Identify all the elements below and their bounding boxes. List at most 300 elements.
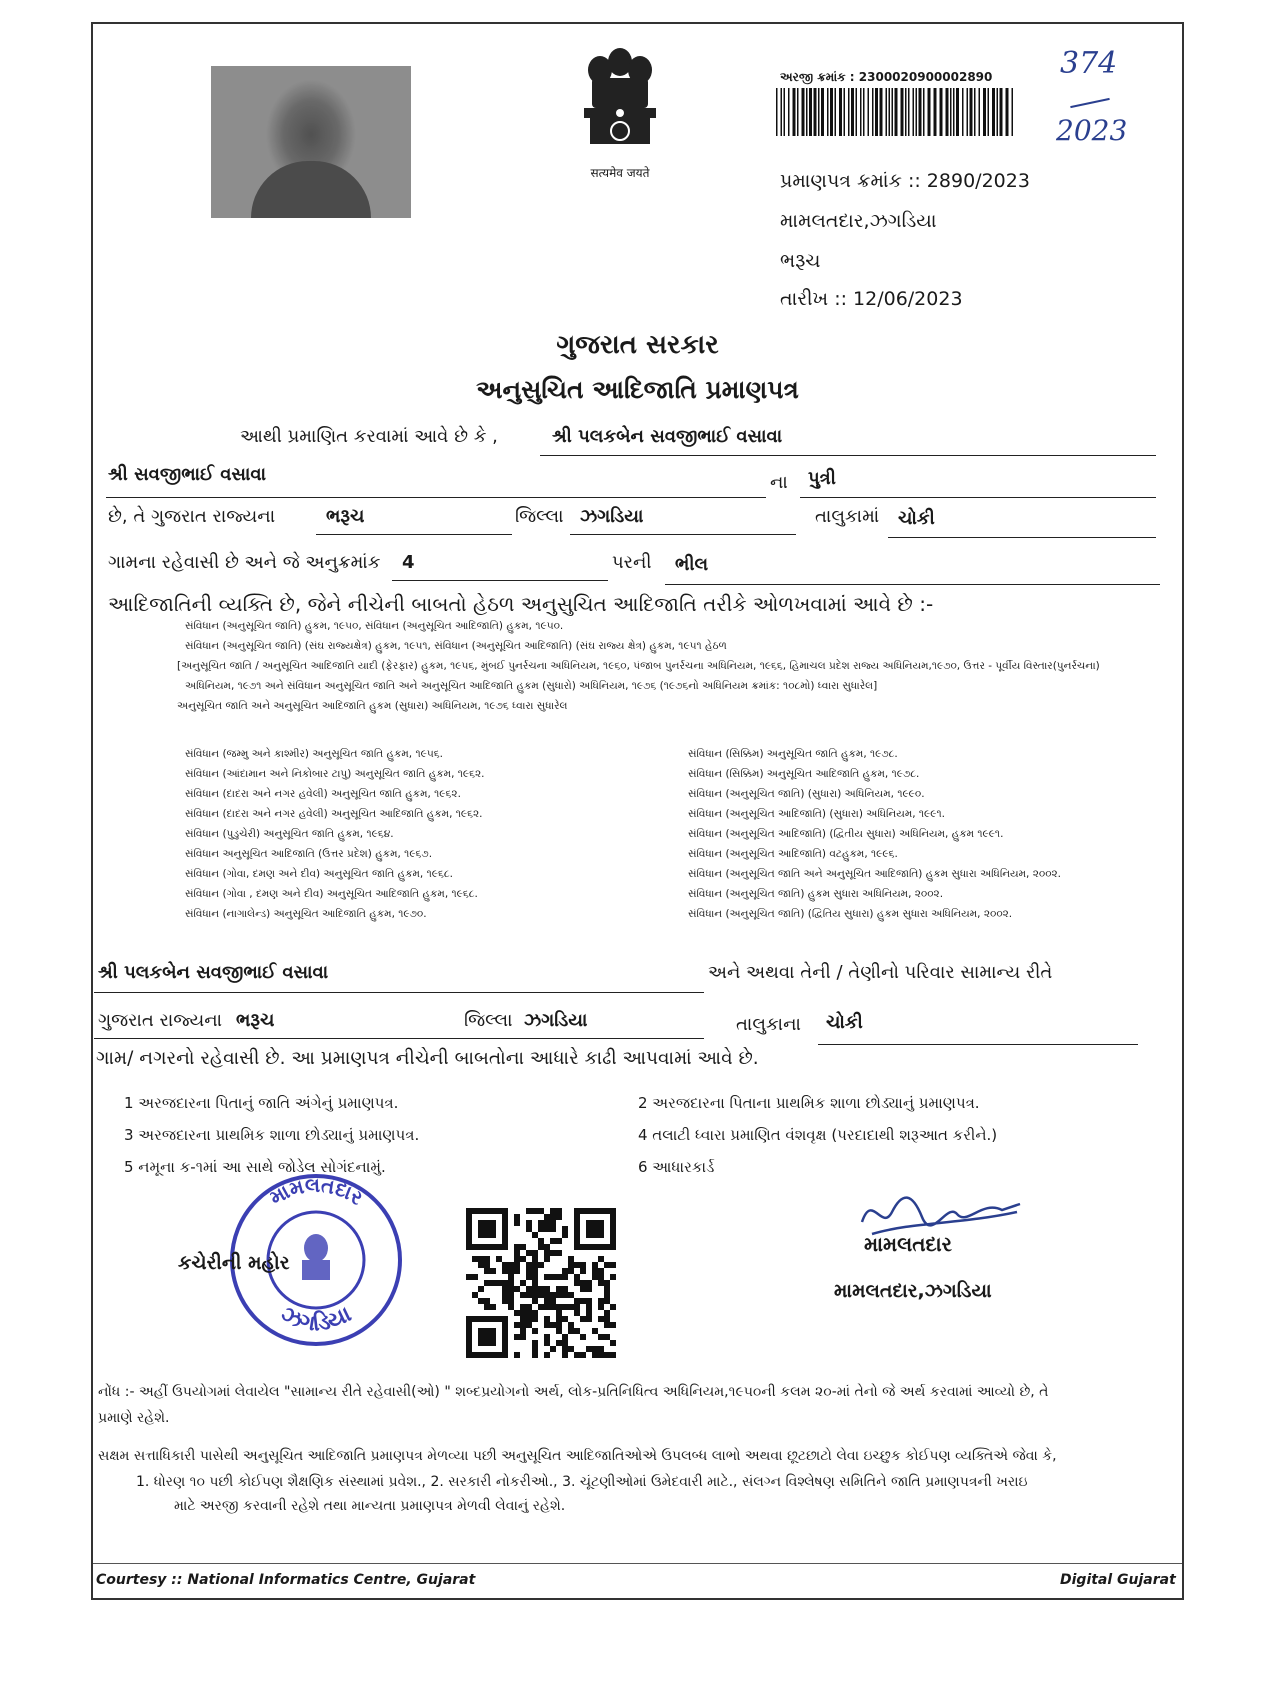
barcode-bar	[793, 88, 796, 136]
qr-module	[586, 1298, 592, 1304]
qr-module	[604, 1322, 610, 1328]
barcode-bar	[916, 88, 918, 136]
barcode-bar	[908, 88, 910, 136]
qr-module	[544, 1244, 550, 1250]
qr-module	[520, 1280, 526, 1286]
qr-module	[550, 1208, 556, 1214]
order-line: સંવિધાન (અનુસૂચિત જાતિ) (દ્વિતિય સુધારા) હુકમ સુધારા અધિનિયમ, ૨૦૦૨.	[688, 908, 1013, 920]
qr-module	[490, 1304, 496, 1310]
qr-module	[556, 1274, 562, 1280]
qr-module	[514, 1322, 520, 1328]
qr-module	[526, 1322, 532, 1328]
signatory-title: મામલતદાર	[864, 1232, 952, 1256]
qr-module	[520, 1334, 526, 1340]
qr-module	[592, 1262, 598, 1268]
qr-finder	[478, 1328, 496, 1346]
barcode-bar	[992, 88, 995, 136]
qr-module	[568, 1292, 574, 1298]
qr-module	[514, 1310, 520, 1316]
qr-module	[550, 1220, 556, 1226]
qr-module	[496, 1256, 502, 1262]
qr-module	[544, 1322, 550, 1328]
qr-module	[610, 1352, 616, 1358]
barcode-bar	[962, 88, 964, 136]
qr-module	[574, 1262, 580, 1268]
order-line: સંવિધાન (દાદરા અને નગર હવેલી) અનુસૂચિત જાતિ હુકમ, ૧૯૬૨.	[185, 788, 461, 800]
barcode-bar	[788, 88, 790, 136]
qr-module	[550, 1346, 556, 1352]
certify-text: આથી પ્રમાણિત કરવામાં આવે છે કે ,	[240, 426, 498, 447]
qr-module	[610, 1322, 616, 1328]
note-2: સક્ષમ સત્તાધિકારી પાસેથી અનુસૂચિત આદિજાતિ પ્રમાણપત્ર મેળવ્યા પછી અનુસૂચિત આદિજાતિઓએ ઉપલબ્ધ લાભો અથવા છૂટછાટો લેવા ઇચ્છુક કોઈપણ વ્યક્તિએ જેવા કે,	[98, 1448, 1057, 1464]
qr-module	[592, 1328, 598, 1334]
district-label-2: જિલ્લા	[464, 1010, 513, 1031]
qr-module	[562, 1232, 568, 1238]
barcode-bar	[818, 88, 820, 136]
qr-module	[484, 1298, 490, 1304]
order-line: [અનુસૂચિત જાતિ / અનુસૂચિત આદિજાતિ યાદી (ફેરફાર) હુકમ, ૧૯૫૬, મુંબઈ પુનર્રચના અધિનિયમ, ૧૯૬૦, પંજાબ પુનર્રચના અધિનિયમ, ૧૯૬૬, હિમાચલ પ્રદેશ રાજ્ય અધિનિયમ,૧૯૭૦, ઉત્તર - પૂર્વીય વિસ્તાર(પુનર્રચના)	[177, 660, 1100, 672]
qr-module	[544, 1286, 550, 1292]
qr-module	[544, 1298, 550, 1304]
barcode-bar	[830, 88, 833, 136]
barcode-bar	[997, 88, 999, 136]
barcode-bar	[802, 88, 805, 136]
qr-module	[544, 1352, 550, 1358]
state-text: છે, તે ગુજરાત રાજ્યના	[108, 506, 276, 527]
qr-module	[544, 1226, 550, 1232]
basis-item-4: 4 તલાટી ધ્વારા પ્રમાણિત વંશવૃક્ષ (પરદાદાથી શરૂઆત કરીને.)	[638, 1126, 998, 1144]
barcode-bar	[940, 88, 943, 136]
qr-module	[562, 1304, 568, 1310]
qr-module	[580, 1352, 586, 1358]
barcode-bar	[886, 88, 888, 136]
qr-module	[568, 1322, 574, 1328]
qr-module	[532, 1232, 538, 1238]
qr-module	[604, 1280, 610, 1286]
qr-module	[604, 1316, 610, 1322]
order-line: સંવિધાન (અનુસૂચિત આદિજાતિ) (દ્વિતીય સુધારા) અધિનિયમ, હુકમ ૧૯૯૧.	[688, 828, 1004, 840]
qr-module	[544, 1214, 550, 1220]
svg-text:મામલતદાર	[265, 1173, 368, 1210]
qr-module	[598, 1280, 604, 1286]
certificate-number-label: પ્રમાણપત્ર ક્રમાંક	[780, 170, 902, 192]
qr-module	[580, 1262, 586, 1268]
footer-credit: Courtesy :: National Informatics Centre, Gujarat	[96, 1572, 476, 1588]
barcode-bar	[827, 88, 829, 136]
qr-module	[562, 1292, 568, 1298]
qr-module	[544, 1220, 550, 1226]
qr-module	[502, 1292, 508, 1298]
certificate-title: અનુસુચિત આદિજાતિ પ્રમાણપત્ર	[476, 375, 799, 404]
barcode-bar	[901, 88, 904, 136]
qr-module	[580, 1334, 586, 1340]
qr-module	[532, 1262, 538, 1268]
barcode-bar	[844, 88, 846, 136]
barcode-bar	[913, 88, 915, 136]
qr-module	[484, 1268, 490, 1274]
qr-module	[598, 1268, 604, 1274]
barcode-bar	[1000, 88, 1003, 136]
barcode-bar	[868, 88, 870, 136]
barcode-bar	[923, 88, 925, 136]
relation: પુત્રી	[808, 468, 836, 489]
qr-module	[538, 1220, 544, 1226]
qr-module	[508, 1292, 514, 1298]
qr-module	[538, 1286, 544, 1292]
barcode-bar	[797, 88, 799, 136]
qr-module	[610, 1340, 616, 1346]
qr-module	[568, 1346, 574, 1352]
order-line: સંવિધાન (નાગાલેન્ડ) અનુસૂચિત આદિજાતિ હુકમ, ૧૯૭૦.	[185, 908, 427, 920]
qr-module	[526, 1304, 532, 1310]
taluka-value: ઝગડિયા	[580, 506, 644, 527]
qr-finder	[478, 1220, 496, 1238]
emblem-caption: सत्यमेव जयते	[590, 166, 650, 180]
basis-item-3: 3 અરજદારના પ્રાથમિક શાળા છોડ્યાનું પ્રમાણપત્ર.	[124, 1126, 420, 1144]
qr-module	[592, 1352, 598, 1358]
qr-module	[568, 1304, 574, 1310]
qr-module	[574, 1280, 580, 1286]
qr-module	[556, 1328, 562, 1334]
order-line: સંવિધાન (અનુસૂચિત જાતિ અને અનુસૂચિત આદિજાતિ) હુકમ સુધારા અધિનિયમ, ૨૦૦૨.	[688, 868, 1062, 880]
qr-module	[520, 1256, 526, 1262]
qr-module	[526, 1250, 532, 1256]
taluka-value-2: ઝગડિયા	[524, 1010, 588, 1031]
qr-module	[604, 1310, 610, 1316]
qr-module	[610, 1274, 616, 1280]
qr-module	[502, 1280, 508, 1286]
qr-module	[502, 1286, 508, 1292]
barcode-bar	[956, 88, 959, 136]
qr-module	[604, 1286, 610, 1292]
qr-module	[556, 1322, 562, 1328]
applicant-name: શ્રી પલકબેન સવજીભાઈ વસાવા	[552, 426, 783, 447]
qr-module	[562, 1316, 568, 1322]
orders-block	[177, 616, 1100, 716]
seal-ring-bottom: ઝગડિયા	[276, 1301, 356, 1337]
qr-module	[502, 1298, 508, 1304]
qr-module	[532, 1256, 538, 1262]
qr-module	[514, 1286, 520, 1292]
barcode-bar	[784, 88, 786, 136]
qr-code	[466, 1208, 616, 1358]
qr-module	[526, 1208, 532, 1214]
qr-module	[532, 1250, 538, 1256]
qr-module	[544, 1340, 550, 1346]
village-value: ચોકી	[898, 508, 935, 529]
qr-module	[532, 1352, 538, 1358]
barcode-bar	[988, 88, 990, 136]
qr-module	[574, 1274, 580, 1280]
qr-module	[580, 1280, 586, 1286]
qr-module	[514, 1262, 520, 1268]
qr-module	[586, 1316, 592, 1322]
qr-module	[556, 1340, 562, 1346]
issue-date-label: તારીખ	[780, 288, 829, 310]
qr-module	[550, 1214, 556, 1220]
qr-module	[556, 1214, 562, 1220]
issue-date	[780, 288, 963, 310]
qr-module	[532, 1208, 538, 1214]
qr-module	[520, 1328, 526, 1334]
barcode-bar	[970, 88, 973, 136]
qr-module	[574, 1352, 580, 1358]
qr-module	[604, 1298, 610, 1304]
qr-module	[520, 1292, 526, 1298]
qr-module	[544, 1334, 550, 1340]
qr-module	[538, 1304, 544, 1310]
qr-module	[562, 1334, 568, 1340]
barcode-bar	[860, 88, 862, 136]
qr-module	[556, 1292, 562, 1298]
barcode-bar	[839, 88, 842, 136]
qr-module	[526, 1262, 532, 1268]
footer-brand: Digital Gujarat	[1060, 1572, 1176, 1588]
qr-module	[580, 1268, 586, 1274]
state-label-2: ગુજરાત રાજ્યના	[98, 1010, 223, 1031]
qr-module	[598, 1346, 604, 1352]
order-line: સંવિધાન (જમ્મુ અને કાશ્મીર) અનુસૂચિત જાતિ હુકમ, ૧૯૫૬.	[185, 748, 443, 760]
order-line: સંવિધાન (સિક્કિમ) અનુસૂચિત જાતિ હુકમ, ૧૯૭૮.	[688, 748, 898, 760]
qr-module	[508, 1298, 514, 1304]
qr-finder	[586, 1220, 604, 1238]
barcode-bar	[928, 88, 931, 136]
note-1: નોંધ :- અહીં ઉપયોગમાં લેવાયેલ "સામાન્ય રીતે રહેવાસી(ઓ) " શબ્દપ્રયોગનો અર્થ, લોક-પ્રતિનિધિત્વ અધિનિયમ,૧૯૫૦ની કલમ ૨૦-માં તેનો જે અર્થ કરવામાં આવ્યો છે, તે	[98, 1384, 1049, 1400]
district-value: ભરૂચ	[326, 506, 365, 527]
qr-module	[550, 1274, 556, 1280]
qr-module	[550, 1304, 556, 1310]
qr-module	[550, 1292, 556, 1298]
qr-module	[466, 1274, 472, 1280]
qr-module	[562, 1340, 568, 1346]
barcode-bar	[806, 88, 808, 136]
serial-number: 4	[402, 552, 415, 573]
qr-module	[568, 1268, 574, 1274]
qr-module	[478, 1256, 484, 1262]
qr-module	[472, 1256, 478, 1262]
qr-module	[598, 1304, 604, 1310]
barcode-bar	[895, 88, 898, 136]
qr-module	[598, 1274, 604, 1280]
qr-module	[514, 1250, 520, 1256]
order-line: સંવિધાન (દાદરા અને નગર હવેલી) અનુસૂચિત આદિજાતિ હુકમ, ૧૯૬૨.	[185, 808, 483, 820]
qr-module	[526, 1292, 532, 1298]
qr-module	[502, 1262, 508, 1268]
qr-module	[514, 1214, 520, 1220]
qr-module	[568, 1328, 574, 1334]
barcode-bar	[889, 88, 891, 136]
basis-item-1: 1 અરજદારના પિતાનું જાતિ અંગેનું પ્રમાણપત્ર.	[124, 1094, 399, 1112]
qr-module	[574, 1304, 580, 1310]
order-line: સંવિધાન (આંદામાન અને નિકોબાર ટાપુ) અનુસૂચિત જાતિ હુકમ, ૧૯૬૨.	[185, 768, 485, 780]
taluka-label: તાલુકામાં	[815, 506, 880, 527]
issue-date-value: :: 12/06/2023	[834, 288, 963, 310]
qr-module	[556, 1250, 562, 1256]
qr-module	[514, 1334, 520, 1340]
qr-module	[532, 1310, 538, 1316]
barcode-bar	[905, 88, 907, 136]
qr-module	[550, 1298, 556, 1304]
qr-module	[604, 1334, 610, 1340]
district-value-2: ભરૂચ	[236, 1010, 275, 1031]
national-emblem-icon	[570, 44, 670, 162]
qr-module	[580, 1298, 586, 1304]
qr-module	[472, 1292, 478, 1298]
order-line: સંવિધાન અનુસૂચિત આદિજાતિ (ઉત્તર પ્રદેશ) હુકમ, ૧૯૬૭.	[185, 848, 433, 860]
qr-module	[484, 1262, 490, 1268]
qr-module	[574, 1298, 580, 1304]
qr-module	[568, 1256, 574, 1262]
certificate-number	[780, 170, 1030, 192]
note-2-cont: માટે અરજી કરવાની રહેશે તથા માન્યતા પ્રમાણપત્ર મેળવી લેવાનું રહેશે.	[174, 1498, 566, 1514]
district-label: જિલ્લા	[515, 506, 564, 527]
qr-module	[544, 1292, 550, 1298]
qr-module	[598, 1316, 604, 1322]
note-2-list: 1. ધોરણ ૧૦ પછી કોઈપણ શૈક્ષણિક સંસ્થામાં પ્રવેશ., 2. સરકારી નોકરીઓ., 3. ચૂંટણીઓમાં ઉમેદવારી માટે., સંલગ્ન વિશ્લેષણ સમિતિને જાતિ પ્રમાણપત્રની ખરાઇ	[136, 1474, 1028, 1490]
order-line: સંવિધાન (અનુસૂચિત આદિજાતિ) (સુધારા) અધિનિયમ, ૧૯૯૧.	[688, 808, 945, 820]
qr-module	[532, 1328, 538, 1334]
qr-module	[484, 1304, 490, 1310]
orders-right-column	[688, 744, 1061, 924]
order-line: સંવિધાન (સિક્કિમ) અનુસૂચિત આદિજાતિ હુકમ, ૧૯૭૮.	[688, 768, 920, 780]
qr-module	[610, 1304, 616, 1310]
qr-module	[586, 1304, 592, 1310]
certificate-number-value: :: 2890/2023	[907, 170, 1030, 192]
barcode-bar	[848, 88, 850, 136]
qr-module	[544, 1316, 550, 1322]
qr-module	[478, 1262, 484, 1268]
qr-module	[574, 1310, 580, 1316]
qr-module	[598, 1256, 604, 1262]
qr-module	[538, 1292, 544, 1298]
order-line: સંવિધાન (અનુસૂચિત જાતિ) હુકમ સુધારા અધિનિયમ, ૨૦૦૨.	[688, 888, 944, 900]
qr-module	[520, 1316, 526, 1322]
qr-module	[574, 1328, 580, 1334]
qr-module	[532, 1286, 538, 1292]
barcode-bar	[863, 88, 865, 136]
qr-module	[526, 1316, 532, 1322]
par-label: પરની	[612, 552, 652, 573]
barcode-bar	[950, 88, 952, 136]
qr-module	[586, 1346, 592, 1352]
qr-module	[526, 1286, 532, 1292]
barcode-bar	[1006, 88, 1009, 136]
note-1-cont: પ્રમાણે રહેશે.	[98, 1410, 170, 1426]
order-line: સંવિધાન (અનુસૂચિત જાતિ) (સંઘ રાજ્યક્ષેત્ર) હુકમ, ૧૯૫૧, સંવિધાન (અનુસૂચિત આદિજાતિ) (સંઘ રાજ્ય ક્ષેત્ર) હુકમ, ૧૯૫૧ હેઠળ	[185, 640, 727, 652]
qr-module	[532, 1292, 538, 1298]
qr-module	[604, 1292, 610, 1298]
qr-module	[556, 1304, 562, 1310]
qr-module	[526, 1226, 532, 1232]
order-line: સંવિધાન (પુડુચેરી) અનુસૂચિત જાતિ હુકમ, ૧૯૬૪.	[185, 828, 394, 840]
barcode-bar	[872, 88, 874, 136]
qr-module	[550, 1250, 556, 1256]
qr-module	[508, 1304, 514, 1310]
barcode-bar	[875, 88, 878, 136]
signatory-office: મામલતદાર,ઝગડિયા	[834, 1280, 992, 1302]
handwritten-year: 2023	[1056, 114, 1128, 147]
qr-module	[592, 1346, 598, 1352]
qr-module	[556, 1310, 562, 1316]
qr-module	[544, 1250, 550, 1256]
resident-text: ગામના રહેવાસી છે અને જે અનુક્રમાંક	[108, 552, 381, 573]
qr-module	[592, 1268, 598, 1274]
qr-module	[514, 1352, 520, 1358]
qr-module	[562, 1268, 568, 1274]
basis-item-6: 6 આધારકાર્ડ	[638, 1158, 715, 1176]
qr-module	[586, 1280, 592, 1286]
qr-module	[520, 1304, 526, 1310]
footer-divider	[93, 1563, 1182, 1564]
qr-module	[562, 1226, 568, 1232]
qr-module	[580, 1286, 586, 1292]
tribe-value: ભીલ	[675, 554, 709, 575]
qr-module	[508, 1262, 514, 1268]
qr-module	[604, 1262, 610, 1268]
qr-module	[544, 1304, 550, 1310]
qr-module	[550, 1238, 556, 1244]
qr-module	[526, 1220, 532, 1226]
barcode	[776, 88, 1018, 136]
qr-module	[562, 1274, 568, 1280]
qr-module	[562, 1286, 568, 1292]
qr-module	[538, 1244, 544, 1250]
qr-module	[532, 1274, 538, 1280]
qr-module	[586, 1286, 592, 1292]
qr-module	[520, 1310, 526, 1316]
qr-module	[514, 1256, 520, 1262]
order-line: સંવિધાન (અનુસૂચિત જાતિ) (સુધારા) અધિનિયમ, ૧૯૯૦.	[688, 788, 925, 800]
qr-module	[496, 1280, 502, 1286]
qr-module	[520, 1322, 526, 1328]
qr-module	[526, 1268, 532, 1274]
barcode-bar	[919, 88, 922, 136]
taluka-label-2: તાલુકાના	[736, 1014, 801, 1035]
barcode-bar	[974, 88, 976, 136]
qr-module	[532, 1346, 538, 1352]
order-line: અધિનિયમ, ૧૯૭૧ અને સંવિધાન અનુસૂચિત જાતિ અને અનુસૂચિત આદિજાતિ હુકમ (સુધારો) અધિનિયમ, ૧૯૭૬ (૧૯૭૬નો અધિનિયમ ક્રમાંક: ૧૦૮મો) ધ્વારા સુધારેલ]	[185, 680, 878, 692]
qr-module	[484, 1280, 490, 1286]
qr-module	[526, 1274, 532, 1280]
qr-module	[598, 1334, 604, 1340]
office-name: મામલતદાર,ઝગડિયા	[780, 210, 937, 232]
barcode-bar	[809, 88, 812, 136]
qr-module	[544, 1256, 550, 1262]
qr-module	[478, 1298, 484, 1304]
qr-module	[532, 1316, 538, 1322]
barcode-bar	[892, 88, 894, 136]
barcode-bar	[781, 88, 783, 136]
qr-module	[604, 1352, 610, 1358]
qr-module	[586, 1310, 592, 1316]
qr-module	[598, 1352, 604, 1358]
qr-module	[562, 1346, 568, 1352]
order-line: સંવિધાન (અનુસૂચિત જાતિ) હુકમ, ૧૯૫૦, સંવિધાન (અનુસૂચિત આદિજાતિ) હુકમ, ૧૯૫૦.	[185, 620, 564, 632]
barcode-bar	[880, 88, 883, 136]
qr-module	[538, 1226, 544, 1232]
qr-module	[538, 1208, 544, 1214]
qr-module	[520, 1244, 526, 1250]
barcode-bar	[835, 88, 837, 136]
qr-module	[478, 1286, 484, 1292]
father-name: શ્રી સવજીભાઈ વસાવા	[108, 464, 267, 485]
qr-module	[532, 1268, 538, 1274]
barcode-bar	[946, 88, 949, 136]
qr-module	[508, 1268, 514, 1274]
qr-module	[556, 1238, 562, 1244]
seal-ring-top: મામલતદાર	[265, 1172, 368, 1210]
village-value-2: ચોકી	[826, 1012, 863, 1033]
